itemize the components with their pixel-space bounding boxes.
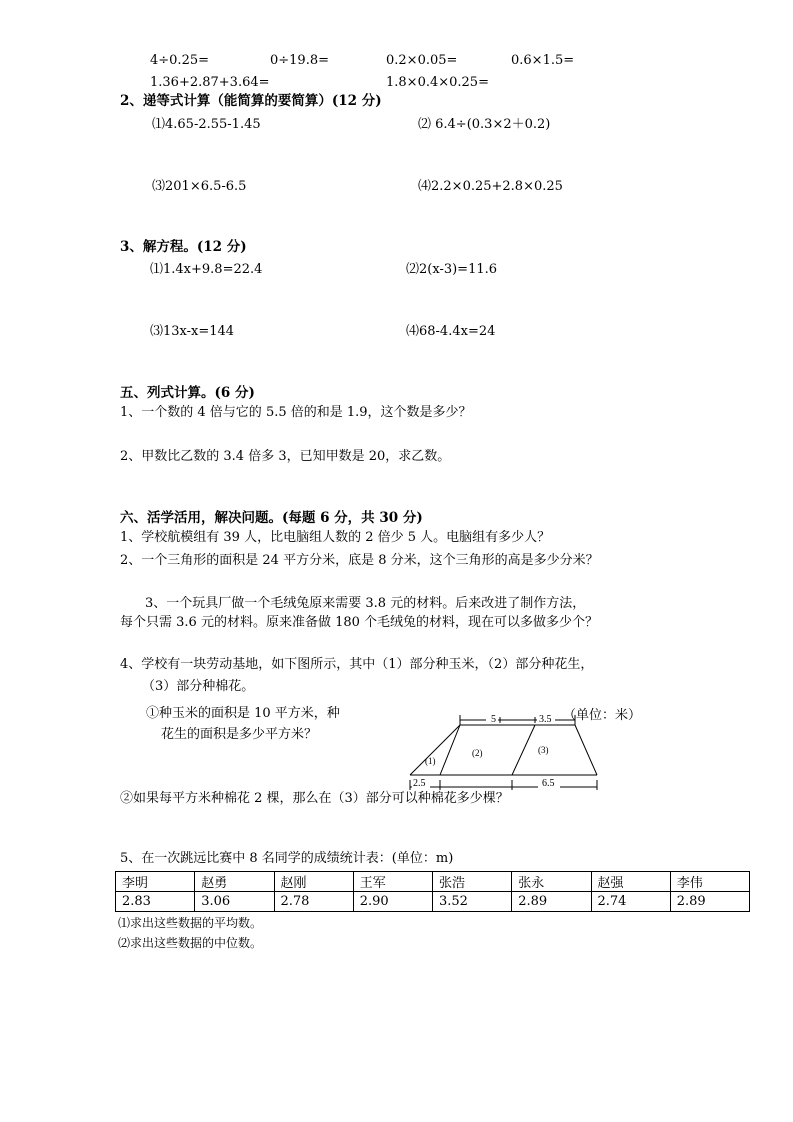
- s6-q4-sub1-line2: 花生的面积是多少平方米？: [161, 727, 318, 742]
- table-cell: 赵勇: [195, 872, 274, 892]
- s6-q3-line1: 3、一个玩具厂做一个毛绒兔原来需要 3.8 元的材料。后来改进了制作方法，: [145, 596, 586, 611]
- bottom-right-length: 6.5: [542, 778, 555, 789]
- section-3-title: 3、解方程。(12 分): [120, 239, 247, 255]
- table-cell: 2.83: [116, 892, 195, 912]
- s2-q4: ⑷2.2×0.25+2.8×0.25: [418, 179, 563, 194]
- table-cell: 2.74: [591, 892, 670, 912]
- s6-q4-line1: 4、学校有一块劳动基地，如下图所示，其中（1）部分种玉米，（2）部分种花生，: [120, 657, 594, 672]
- top-left-length: 5: [491, 714, 496, 725]
- s3-q3: ⑶13x-x=144: [150, 324, 235, 339]
- table-cell: 李伟: [670, 872, 749, 892]
- s6-q1: 1、学校航模组有 39 人，比电脑组人数的 2 倍少 5 人。电脑组有多少人？: [120, 530, 551, 545]
- table-row: [116, 872, 750, 892]
- s6-q5-sub2: ⑵求出这些数据的中位数。: [118, 936, 263, 950]
- scores-table: [115, 871, 750, 912]
- s6-q2: 2、一个三角形的面积是 24 平方分米，底是 8 分米，这个三角形的高是多少分米？: [120, 553, 599, 568]
- oral-q1: 4÷0.25=: [150, 53, 210, 68]
- section-2-title: 2、递等式计算（能简算的要简算）(12 分): [120, 93, 382, 109]
- top-right-length: 3.5: [539, 714, 552, 725]
- table-cell: 2.90: [353, 892, 432, 912]
- s5-q1: 1、一个数的 4 倍与它的 5.5 倍的和是 1.9，这个数是多少？: [120, 405, 472, 420]
- table-cell: 赵强: [591, 872, 670, 892]
- table-cell: 赵刚: [274, 872, 353, 892]
- s3-q4: ⑷68-4.4x=24: [406, 324, 496, 339]
- s6-q4-sub1-line1: ①种玉米的面积是 10 平方米，种: [146, 706, 340, 721]
- table-cell: 2.89: [670, 892, 749, 912]
- table-cell: 李明: [116, 872, 195, 892]
- table-cell: 张浩: [433, 872, 512, 892]
- region-1-label: (1): [425, 756, 436, 766]
- field-diagram: [400, 700, 660, 792]
- table-cell: 2.78: [274, 892, 353, 912]
- s6-q5-sub1: ⑴求出这些数据的平均数。: [118, 916, 263, 930]
- section-6-title: 六、活学活用，解决问题。(每题 6 分，共 30 分): [120, 510, 423, 526]
- oral-q5: 1.36+2.87+3.64=: [150, 75, 270, 90]
- table-row: [116, 892, 750, 912]
- s3-q1: ⑴1.4x+9.8=22.4: [150, 262, 263, 277]
- region-2-label: (2): [472, 748, 483, 758]
- table-cell: 张永: [512, 872, 591, 892]
- table-cell: 3.06: [195, 892, 274, 912]
- s3-q2: ⑵2(x-3)=11.6: [406, 262, 498, 277]
- s6-q3-line2: 每个只需 3.6 元的材料。原来准备做 180 个毛绒兔的材料，现在可以多做多少个？: [120, 615, 599, 630]
- oral-q2: 0÷19.8=: [270, 53, 330, 68]
- s5-q2: 2、甲数比乙数的 3.4 倍多 3，已知甲数是 20，求乙数。: [120, 449, 451, 464]
- s2-q2: ⑵ 6.4÷(0.3×2＋0.2): [418, 117, 551, 132]
- unit-label: （单位：米）: [563, 707, 642, 722]
- oral-q3: 0.2×0.05=: [386, 53, 458, 68]
- table-cell: 3.52: [433, 892, 512, 912]
- oral-q4: 0.6×1.5=: [511, 53, 575, 68]
- region-3-label: (3): [538, 745, 549, 755]
- oral-q6: 1.8×0.4×0.25=: [386, 75, 489, 90]
- s6-q4-line2: （3）部分种棉花。: [142, 679, 255, 694]
- table-cell: 2.89: [512, 892, 591, 912]
- s2-q1: ⑴4.65-2.55-1.45: [152, 117, 261, 132]
- section-5-title: 五、列式计算。(6 分): [120, 385, 255, 401]
- s6-q5: 5、在一次跳远比赛中 8 名同学的成绩统计表：(单位：m): [120, 851, 454, 866]
- s6-q4-sub2: ②如果每平方米种棉花 2 棵，那么在（3）部分可以种棉花多少棵？: [120, 791, 509, 806]
- bottom-left-length: 2.5: [413, 778, 426, 789]
- table-cell: 王军: [353, 872, 432, 892]
- s2-q3: ⑶201×6.5-6.5: [152, 179, 247, 194]
